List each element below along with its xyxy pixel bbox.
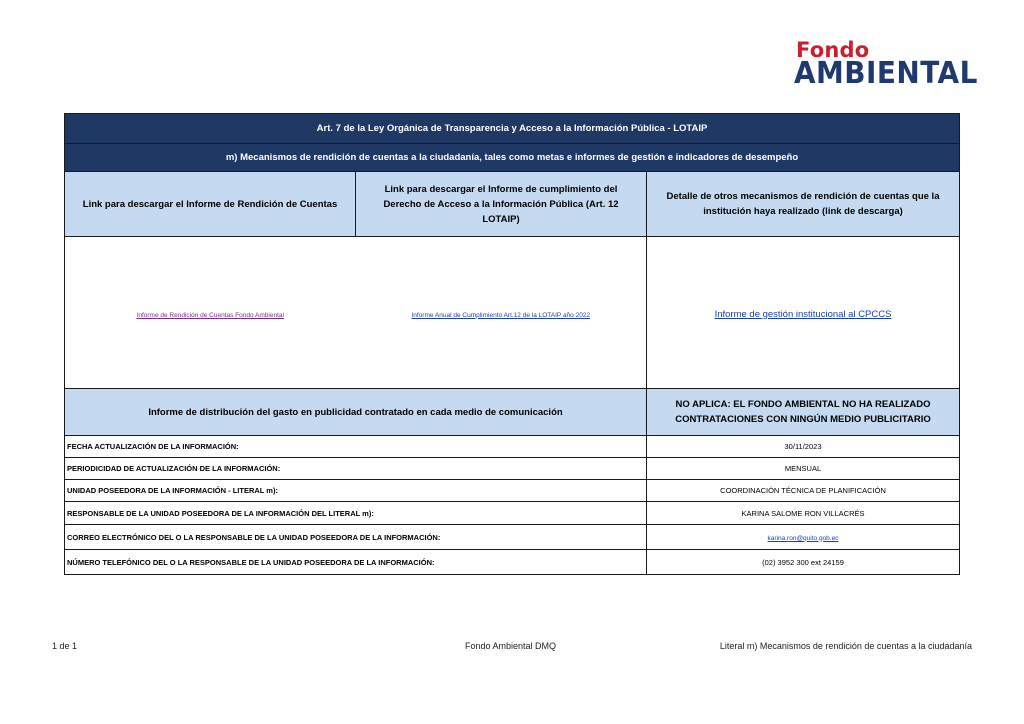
info-value: MENSUAL [647, 458, 960, 480]
informe-gestion-link[interactable]: Informe de gestión institucional al CPCCS [714, 308, 892, 320]
info-value: (02) 3952 300 ext 24159 [647, 550, 960, 575]
info-label: NÚMERO TELEFÓNICO DEL O LA RESPONSABLE DE LA UNIDAD POSEEDORA DE LA INFORMACIÓN: [65, 550, 647, 575]
info-value: KARINA SALOME RON VILLACRÉS [647, 502, 960, 525]
info-value: 30/11/2023 [647, 436, 960, 458]
footer-center: Fondo Ambiental DMQ [465, 641, 557, 651]
table-title: Art. 7 de la Ley Orgánica de Transparencia y Acceso a la Información Pública - LOTAIP [65, 114, 960, 144]
publicity-value: NO APLICA: EL FONDO AMBIENTAL NO HA REALIZADO CONTRATACIONES CON NINGÚN MEDIO PUBLICITARIO [647, 389, 960, 436]
footer-right: Literal m) Mecanismos de rendición de cuentas a la ciudadanía [719, 641, 972, 651]
lotaip-table [64, 113, 960, 575]
info-label: PERIODICIDAD DE ACTUALIZACIÓN DE LA INFORMACIÓN: [65, 458, 647, 480]
logo-line1: Fondo [796, 38, 870, 62]
cumplimiento-art12-link[interactable]: Informe Anual de Cumplimiento Art.12 de la LOTAIP año 2022 [411, 311, 591, 319]
info-label: CORREO ELECTRÓNICO DEL O LA RESPONSABLE DE LA UNIDAD POSEEDORA DE LA INFORMACIÓN: [65, 525, 647, 550]
rendicion-cuentas-link[interactable]: Informe de Rendición de Cuentas Fondo Ambiental [136, 311, 284, 319]
info-label: FECHA ACTUALIZACIÓN DE LA INFORMACIÓN: [65, 436, 647, 458]
table-subtitle: m) Mecanismos de rendición de cuentas a la ciudadanía, tales como metas e informes de gestión e indicadores de desempeño [65, 144, 960, 172]
info-label: UNIDAD POSEEDORA DE LA INFORMACIÓN - LITERAL m): [65, 480, 647, 502]
col3-header: Detalle de otros mecanismos de rendición de cuentas que la institución haya realizado (link de descarga) [647, 172, 960, 237]
info-value: COORDINACIÓN TÉCNICA DE PLANIFICACIÓN [647, 480, 960, 502]
col1-header: Link para descargar el Informe de Rendición de Cuentas [65, 172, 356, 237]
col2-header: Link para descargar el Informe de cumplimiento del Derecho de Acceso a la Información Pública (Art. 12 LOTAIP) [356, 172, 647, 237]
logo-line2: AMBIENTAL [794, 56, 978, 91]
info-value [647, 525, 960, 550]
info-label: RESPONSABLE DE LA UNIDAD POSEEDORA DE LA INFORMACIÓN DEL LITERAL m): [65, 502, 647, 525]
publicity-label: Informe de distribución del gasto en publicidad contratado en cada medio de comunicación [65, 389, 647, 436]
email-link[interactable]: karina.ron@quito.gob.ec [767, 534, 839, 542]
footer-page-number: 1 de 1 [52, 641, 78, 651]
link2-cell [356, 237, 647, 389]
link1-cell [65, 237, 356, 389]
fondo-ambiental-logo [790, 38, 978, 98]
link3-cell [647, 237, 960, 389]
